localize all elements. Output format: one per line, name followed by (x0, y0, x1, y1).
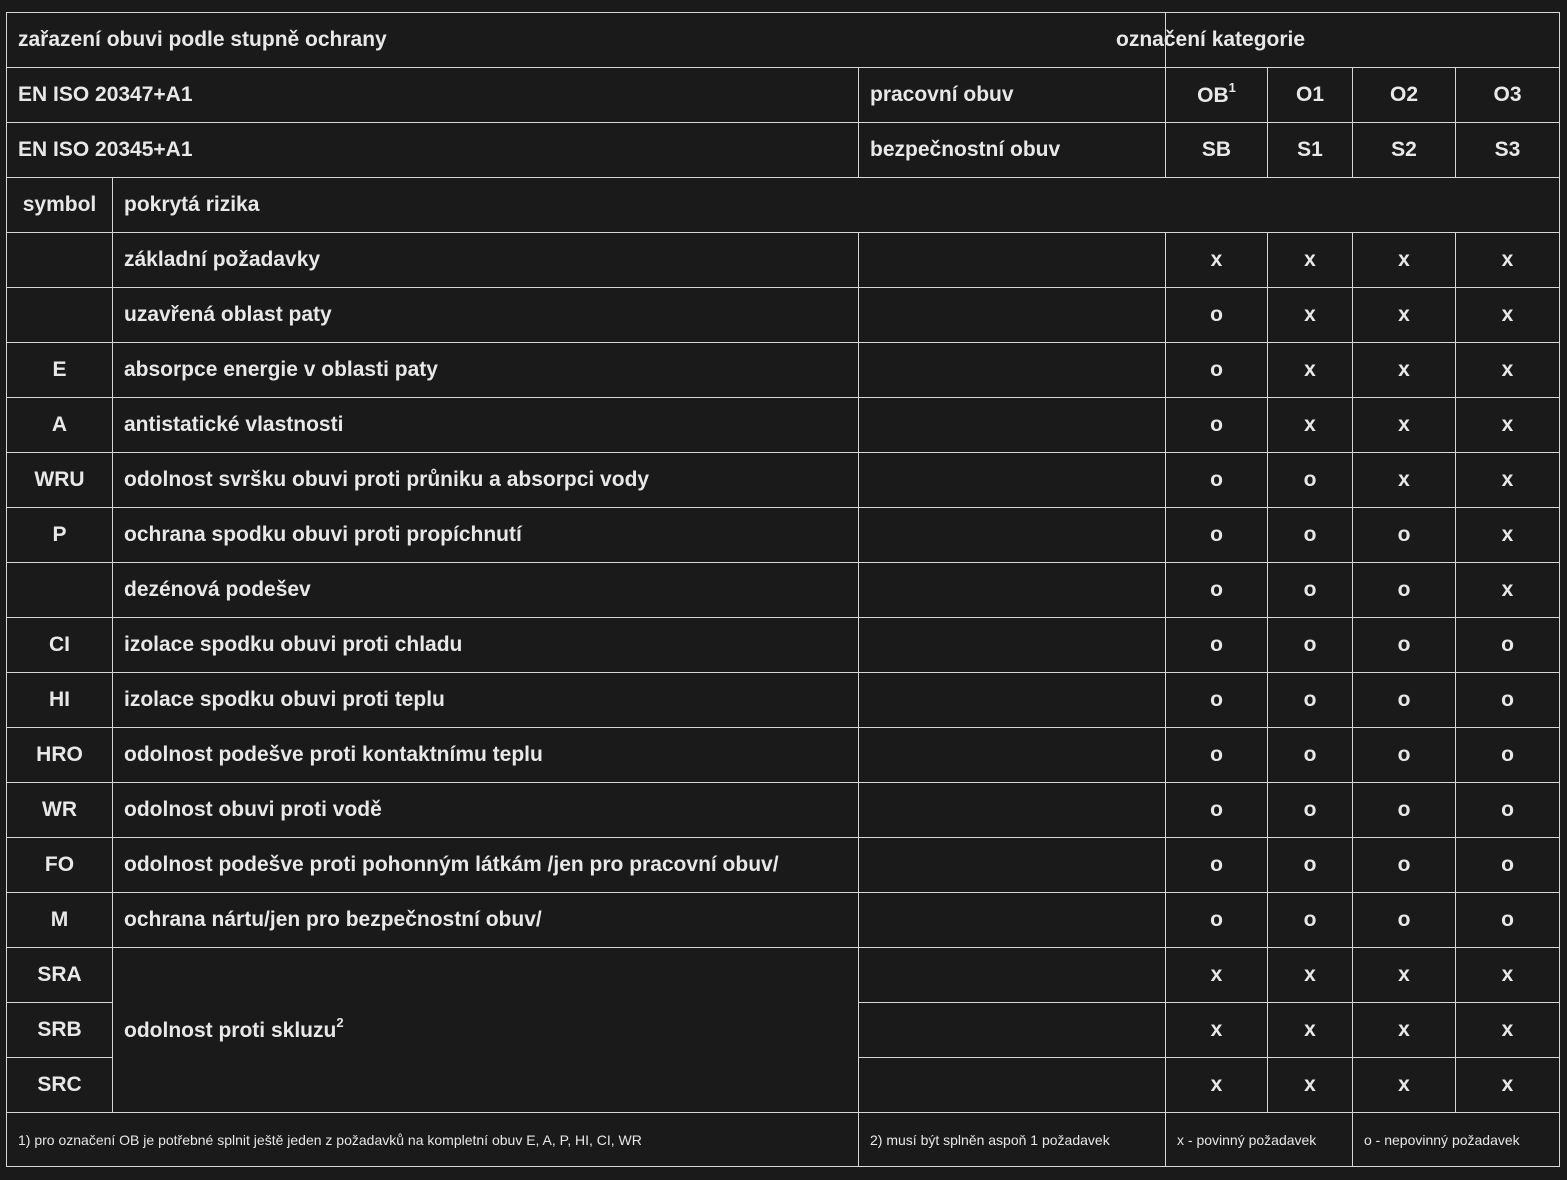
requirement-mark: x (1353, 233, 1456, 288)
risk-symbol: HI (7, 673, 113, 728)
risk-symbol: E (7, 343, 113, 398)
requirement-mark: x (1353, 398, 1456, 453)
risk-symbol (7, 233, 113, 288)
requirement-mark: o (1353, 783, 1456, 838)
requirement-mark: o (1353, 508, 1456, 563)
empty-cell (859, 343, 1166, 398)
requirement-mark: x (1353, 1003, 1456, 1058)
risk-symbol: M (7, 893, 113, 948)
requirement-mark: x (1166, 233, 1268, 288)
risk-description: odolnost obuvi proti vodě (113, 783, 859, 838)
requirement-mark: x (1456, 948, 1560, 1003)
empty-cell (859, 673, 1166, 728)
table-row (7, 838, 1560, 893)
footnote-1: 1) pro označení OB je potřebné splnit ještě jeden z požadavků na kompletní obuv E, A, P, HI, CI, WR (7, 1113, 859, 1167)
requirement-mark: o (1268, 618, 1353, 673)
empty-cell (859, 838, 1166, 893)
risk-description: ochrana spodku obuvi proti propíchnutí (113, 508, 859, 563)
requirement-mark: o (1268, 673, 1353, 728)
requirement-mark: o (1166, 893, 1268, 948)
requirement-mark: o (1268, 728, 1353, 783)
empty-cell (859, 233, 1166, 288)
risk-description (113, 948, 859, 1113)
standard-row-work (7, 68, 1560, 123)
risk-symbol: WR (7, 783, 113, 838)
risk-symbol: SRA (7, 948, 113, 1003)
risk-description: izolace spodku obuvi proti teplu (113, 673, 859, 728)
category-header-label: označení kategorie (1116, 28, 1306, 51)
risk-symbol (7, 288, 113, 343)
risk-description: antistatické vlastnosti (113, 398, 859, 453)
risk-symbol: FO (7, 838, 113, 893)
risk-description: ochrana nártu/jen pro bezpečnostní obuv/ (113, 893, 859, 948)
requirement-mark: x (1456, 508, 1560, 563)
empty-cell (859, 893, 1166, 948)
table-row (7, 233, 1560, 288)
table-row (7, 453, 1560, 508)
requirement-mark: x (1456, 343, 1560, 398)
standard-row-safety (7, 123, 1560, 178)
requirement-mark: x (1353, 1058, 1456, 1113)
requirement-mark: o (1166, 398, 1268, 453)
requirement-mark: o (1456, 673, 1560, 728)
risk-symbol: CI (7, 618, 113, 673)
requirement-mark: o (1268, 893, 1353, 948)
empty-cell (859, 948, 1166, 1003)
requirement-mark: x (1268, 948, 1353, 1003)
requirement-mark: x (1353, 343, 1456, 398)
header-row (7, 13, 1560, 68)
requirement-mark: x (1268, 343, 1353, 398)
requirement-mark: x (1353, 288, 1456, 343)
requirement-mark: o (1353, 618, 1456, 673)
requirement-mark: o (1268, 453, 1353, 508)
risk-description: základní požadavky (113, 233, 859, 288)
requirement-mark: x (1166, 1003, 1268, 1058)
risk-description: uzavřená oblast paty (113, 288, 859, 343)
risk-rows (7, 233, 1560, 948)
table-row (7, 618, 1560, 673)
requirement-mark: x (1268, 288, 1353, 343)
requirement-mark: o (1268, 508, 1353, 563)
empty-cell (859, 783, 1166, 838)
requirement-mark: x (1268, 233, 1353, 288)
risk-header-row (7, 178, 1560, 233)
requirement-mark: o (1456, 783, 1560, 838)
table-row (7, 948, 1560, 1003)
category-cell: SB (1166, 123, 1268, 178)
requirement-mark: o (1166, 343, 1268, 398)
empty-cell (859, 453, 1166, 508)
category-cell: S2 (1353, 123, 1456, 178)
requirement-mark: o (1268, 563, 1353, 618)
standard-code: EN ISO 20345+A1 (7, 123, 859, 178)
slip-label: odolnost proti skluzu (124, 1019, 337, 1042)
requirement-mark: x (1456, 288, 1560, 343)
risk-description: izolace spodku obuvi proti chladu (113, 618, 859, 673)
requirement-mark: o (1166, 288, 1268, 343)
empty-cell (859, 508, 1166, 563)
requirement-mark: x (1166, 1058, 1268, 1113)
footwear-type: pracovní obuv (859, 68, 1166, 123)
requirement-mark: o (1268, 838, 1353, 893)
table-row (7, 673, 1560, 728)
requirement-mark: o (1166, 783, 1268, 838)
table-row (7, 288, 1560, 343)
footwear-type: bezpečnostní obuv (859, 123, 1166, 178)
requirement-mark: x (1268, 1003, 1353, 1058)
requirement-mark: x (1353, 948, 1456, 1003)
risk-symbol: WRU (7, 453, 113, 508)
empty-cell (859, 1003, 1166, 1058)
table-row (7, 398, 1560, 453)
slip-rows (7, 948, 1560, 1113)
category-cell: O1 (1268, 68, 1353, 123)
footnote-ref: 2 (336, 1015, 344, 1030)
risk-symbol: A (7, 398, 113, 453)
empty-cell (859, 728, 1166, 783)
standard-code: EN ISO 20347+A1 (7, 68, 859, 123)
category-cell: O3 (1456, 68, 1560, 123)
empty-cell (859, 618, 1166, 673)
requirement-mark: x (1166, 948, 1268, 1003)
classification-header: zařazení obuvi podle stupně ochrany (7, 13, 1166, 68)
requirement-mark: o (1268, 783, 1353, 838)
requirement-mark: o (1353, 893, 1456, 948)
category-header (1116, 13, 1560, 68)
requirement-mark: x (1456, 398, 1560, 453)
risk-symbol: SRB (7, 1003, 113, 1058)
risks-header: pokrytá rizika (113, 178, 1560, 233)
table-row (7, 893, 1560, 948)
requirement-mark: o (1456, 618, 1560, 673)
risk-description: odolnost svršku obuvi proti průniku a absorpci vody (113, 453, 859, 508)
requirement-mark: o (1353, 838, 1456, 893)
table-row (7, 343, 1560, 398)
risk-description: dezénová podešev (113, 563, 859, 618)
requirement-mark: x (1456, 1058, 1560, 1113)
footnote-ref: 1 (1228, 80, 1236, 95)
requirement-mark: o (1456, 728, 1560, 783)
requirement-mark: o (1456, 838, 1560, 893)
requirement-mark: o (1166, 453, 1268, 508)
category-cell: S3 (1456, 123, 1560, 178)
legend-optional: o - nepovinný požadavek (1353, 1113, 1560, 1167)
requirement-mark: o (1166, 618, 1268, 673)
requirement-mark: o (1166, 728, 1268, 783)
category-cell (1166, 68, 1268, 123)
table-row (7, 728, 1560, 783)
requirement-mark: o (1353, 673, 1456, 728)
protection-category-table (6, 12, 1560, 1167)
requirement-mark: o (1166, 673, 1268, 728)
category-cell: S1 (1268, 123, 1353, 178)
requirement-mark: o (1166, 508, 1268, 563)
empty-cell (859, 563, 1166, 618)
empty-cell (859, 1058, 1166, 1113)
risk-symbol (7, 563, 113, 618)
footnote-2: 2) musí být splněn aspoň 1 požadavek (859, 1113, 1166, 1167)
requirement-mark: x (1353, 453, 1456, 508)
risk-description: odolnost podešve proti pohonným látkám /jen pro pracovní obuv/ (113, 838, 859, 893)
table-row (7, 508, 1560, 563)
risk-symbol: HRO (7, 728, 113, 783)
category-cell: O2 (1353, 68, 1456, 123)
requirement-mark: o (1456, 893, 1560, 948)
requirement-mark: x (1456, 233, 1560, 288)
requirement-mark: o (1353, 563, 1456, 618)
table-row (7, 783, 1560, 838)
category-label: OB (1197, 84, 1229, 107)
risk-symbol: P (7, 508, 113, 563)
risk-symbol: SRC (7, 1058, 113, 1113)
requirement-mark: x (1268, 398, 1353, 453)
requirement-mark: x (1268, 1058, 1353, 1113)
risk-description: absorpce energie v oblasti paty (113, 343, 859, 398)
legend-mandatory: x - povinný požadavek (1166, 1113, 1353, 1167)
empty-cell (859, 398, 1166, 453)
requirement-mark: o (1166, 563, 1268, 618)
requirement-mark: o (1353, 728, 1456, 783)
table-row (7, 563, 1560, 618)
empty-cell (859, 288, 1166, 343)
requirement-mark: x (1456, 563, 1560, 618)
requirement-mark: x (1456, 1003, 1560, 1058)
requirement-mark: o (1166, 838, 1268, 893)
symbol-header: symbol (7, 178, 113, 233)
requirement-mark: x (1456, 453, 1560, 508)
risk-description: odolnost podešve proti kontaktnímu teplu (113, 728, 859, 783)
footnote-row (7, 1113, 1560, 1167)
